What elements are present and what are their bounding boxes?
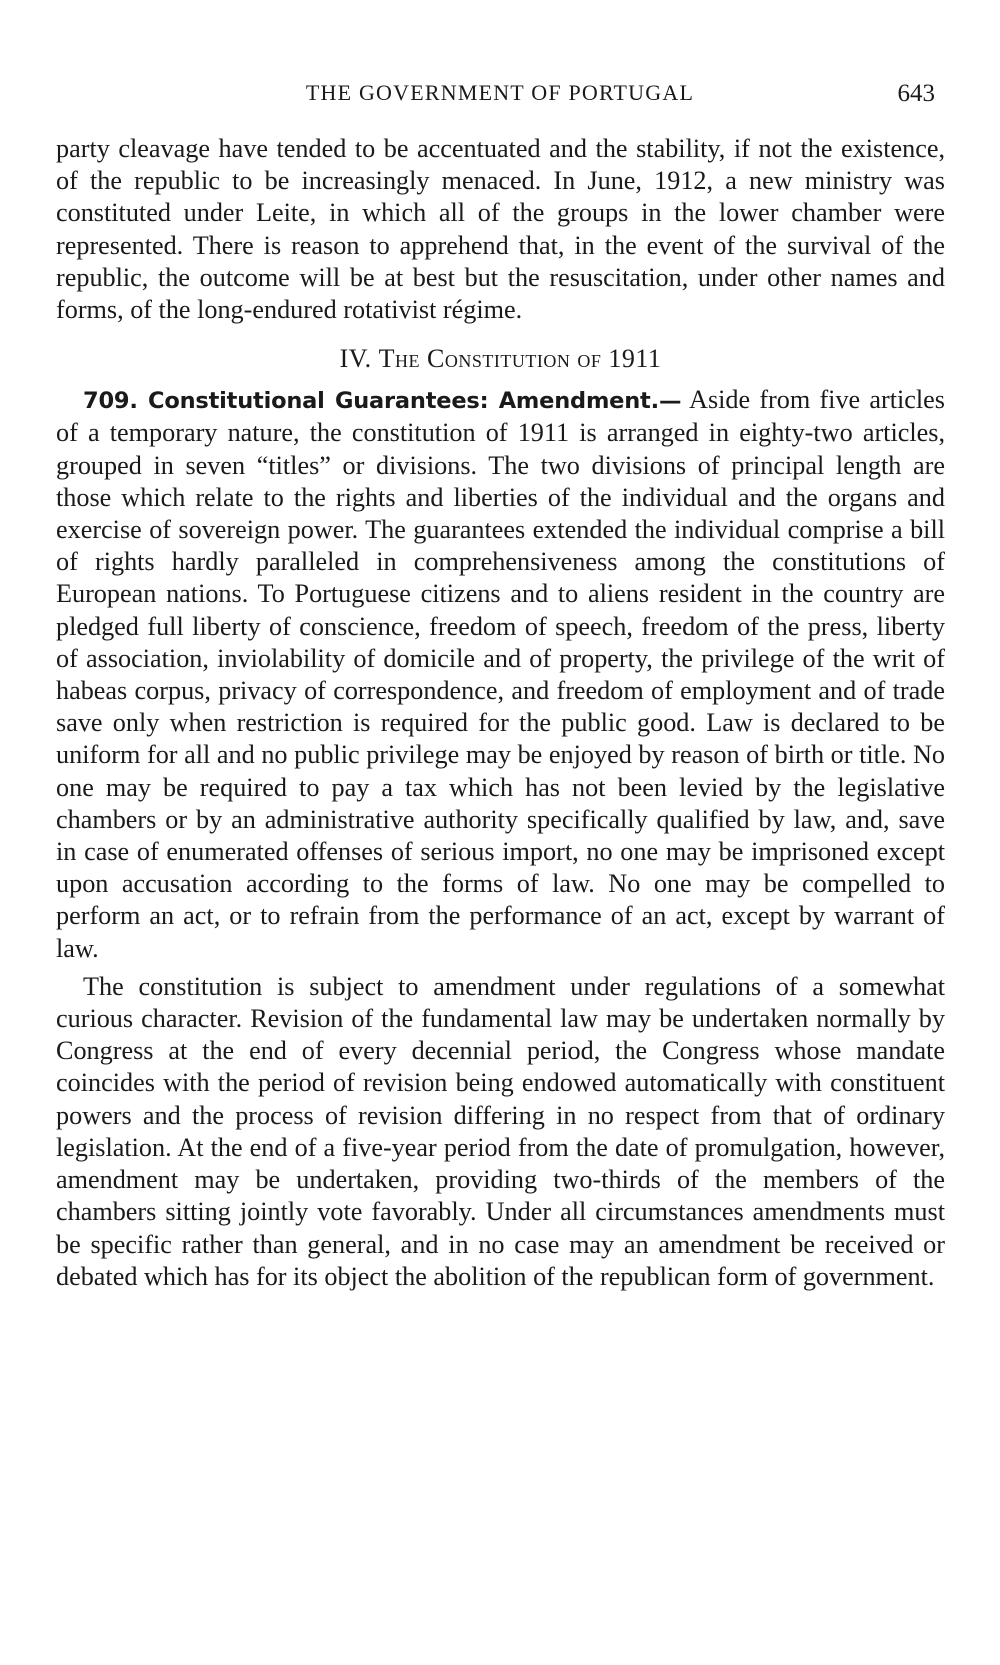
section-709-lead: 709. Constitutional Guarantees: Amendment.—	[83, 388, 682, 415]
section-title: The Constitution of 1911	[378, 344, 662, 374]
body-text	[56, 133, 945, 1293]
section-heading	[56, 343, 945, 375]
amendment-paragraph: The constitution is subject to amendment under regulations of a somewhat curious character. Revision of the fundamental law may be undertaken normally by Congress at the end of every decennial period, the Congress whose mandate coincides with the period of revision being endowed automatically with constituent powers and the process of revision differing in no respect from that of ordinary legislation. At the end of a five-year period from the date of promulgation, however, amendment may be undertaken, providing two-thirds of the members of the chambers sitting jointly vote favorably. Under all circumstances amendments must be specific rather than general, and in no case may an amendment be received or debated which has for its object the abolition of the republican form of government.	[56, 971, 945, 1291]
section-709-text: Aside from five articles of a temporary nature, the constitution of 1911 is arranged in eighty-two articles, grouped in seven “titles” or divisions. The two divisions of principal length are those which relate to the rights and liberties of the individual and the organs and exercise of sovereign power. The guarantees extended the individual comprise a bill of rights hardly paralleled in comprehensiveness among the constitutions of European nations. To Portuguese citizens and to aliens resident in the country are pledged full liberty of conscience, freedom of speech, freedom of the press, liberty of association, inviolability of domicile and of property, the privilege of the writ of habeas corpus, privacy of correspondence, and freedom of employment and of trade save only when restriction is required for the public good. Law is declared to be uniform for all and no public privilege may be enjoyed by reason of birth or title. No one may be required to pay a tax which has not been levied by the legislative chambers or by an administrative authority specifically qualified by law, and, save in case of enumerated offenses of serious import, no one may be imprisoned except upon accusation according to the forms of law. No one may be compelled to perform an act, or to refrain from the performance of an act, except by warrant of law.	[56, 385, 945, 963]
running-title: THE GOVERNMENT OF PORTUGAL	[305, 80, 695, 105]
section-709-paragraph	[56, 384, 945, 965]
page-number: 643	[897, 80, 935, 107]
running-head	[50, 78, 950, 108]
intro-paragraph: party cleavage have tended to be accentuated and the stability, if not the existence, of the republic to be increasingly menaced. In June, 1912, a new ministry was constituted under Leite, in which all of the groups in the lower chamber were represented. There is reason to apprehend that, in the event of the survival of the republic, the outcome will be at best but the resuscitation, under other names and forms, of the long-endured rotativist régime.	[56, 134, 945, 325]
section-numeral: IV.	[339, 344, 372, 374]
